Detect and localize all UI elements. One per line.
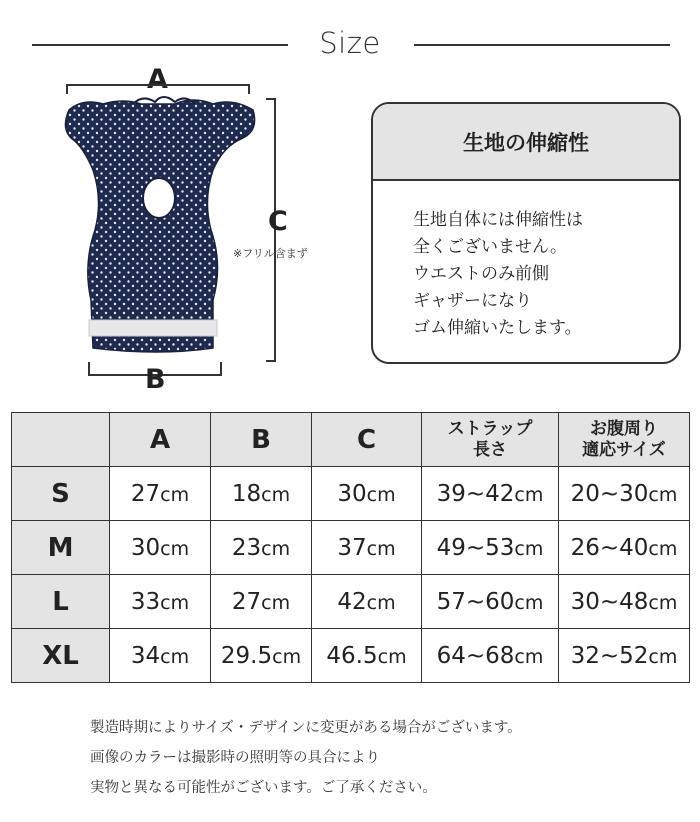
- footnote-line: 実物と異なる可能性がございます。ご了承ください。: [90, 780, 437, 796]
- unit: cm: [648, 591, 678, 614]
- fabric-stretch-line: ウエストのみ前側: [413, 264, 549, 284]
- title-rule-right: [414, 44, 670, 46]
- table-row: [12, 575, 690, 629]
- cell-strap: [422, 575, 559, 629]
- value: 27: [231, 588, 262, 615]
- size-label: S: [12, 467, 110, 521]
- value: 42: [337, 588, 367, 615]
- cell-b: [211, 467, 312, 521]
- header-strap-line2: 長さ: [473, 439, 507, 460]
- size-label: L: [12, 575, 110, 629]
- fabric-stretch-line: ギャザーになり: [413, 291, 532, 311]
- unit: cm: [272, 645, 302, 668]
- table-header-row: [12, 413, 690, 467]
- size-table: [11, 412, 690, 683]
- fabric-stretch-line: ゴム伸縮いたします。: [413, 318, 582, 338]
- unit: cm: [160, 591, 190, 614]
- cell-belly: [559, 629, 690, 683]
- unit: cm: [377, 645, 407, 668]
- unit: cm: [366, 537, 396, 560]
- cell-strap: [422, 467, 559, 521]
- header-b: B: [211, 413, 312, 467]
- unit: cm: [648, 537, 678, 560]
- cell-a: [110, 521, 211, 575]
- header-strap-length: [422, 413, 559, 467]
- fabric-stretch-line: 生地自体には伸縮性は: [413, 210, 583, 230]
- header-c: C: [312, 413, 422, 467]
- value: 30: [337, 480, 367, 507]
- unit: cm: [261, 483, 291, 506]
- cell-c: [312, 575, 422, 629]
- page-title: Size: [319, 26, 381, 60]
- size-label: XL: [12, 629, 110, 683]
- header-corner: [12, 413, 110, 467]
- unit: cm: [514, 645, 544, 668]
- value: 32~52: [570, 642, 649, 669]
- table-row: [12, 629, 690, 683]
- unit: cm: [514, 591, 544, 614]
- header-belly-line1: お腹周り: [590, 418, 658, 439]
- value: 34: [130, 642, 161, 669]
- header-belly-size: [559, 413, 690, 467]
- cell-c: [312, 629, 422, 683]
- cell-belly: [559, 467, 690, 521]
- fabric-stretch-box: [371, 102, 681, 364]
- unit: cm: [648, 645, 678, 668]
- unit: cm: [514, 483, 544, 506]
- unit: cm: [160, 645, 190, 668]
- value: 64~68: [436, 642, 515, 669]
- value: 39~42: [436, 480, 515, 507]
- unit: cm: [160, 537, 190, 560]
- value: 37: [337, 534, 367, 561]
- unit: cm: [261, 537, 291, 560]
- value: 49~53: [436, 534, 515, 561]
- cell-a: [110, 629, 211, 683]
- value: 29.5: [220, 642, 273, 669]
- header-belly-line2: 適応サイズ: [582, 439, 666, 460]
- footnote-line: 製造時期によりサイズ・デザインに変更がある場合がございます。: [90, 720, 522, 736]
- cell-b: [211, 521, 312, 575]
- footnote-line: 画像のカラーは撮影時の照明等の具合により: [90, 750, 380, 766]
- unit: cm: [648, 483, 678, 506]
- unit: cm: [366, 591, 396, 614]
- dimension-b-label: B: [145, 364, 166, 395]
- value: 26~40: [570, 534, 649, 561]
- cell-belly: [559, 575, 690, 629]
- value: 30: [130, 534, 161, 561]
- unit: cm: [366, 483, 396, 506]
- value: 23: [231, 534, 262, 561]
- cell-c: [312, 467, 422, 521]
- unit: cm: [261, 591, 291, 614]
- cell-a: [110, 575, 211, 629]
- unit: cm: [514, 537, 544, 560]
- cell-c: [312, 521, 422, 575]
- dimension-c-label: C: [268, 206, 288, 237]
- unit: cm: [160, 483, 190, 506]
- cell-a: [110, 467, 211, 521]
- table-row: [12, 521, 690, 575]
- value: 57~60: [436, 588, 515, 615]
- header-a: A: [110, 413, 211, 467]
- cell-belly: [559, 521, 690, 575]
- size-label: M: [12, 521, 110, 575]
- value: 46.5: [326, 642, 378, 669]
- value: 30~48: [570, 588, 649, 615]
- dimension-a-label: A: [147, 64, 168, 95]
- product-image: [63, 90, 263, 360]
- table-row: [12, 467, 690, 521]
- cell-b: [211, 629, 312, 683]
- fabric-stretch-text: [373, 181, 679, 342]
- cell-strap: [422, 629, 559, 683]
- cell-b: [211, 575, 312, 629]
- value: 33: [130, 588, 161, 615]
- value: 18: [231, 480, 262, 507]
- fabric-stretch-line: 全くございません。: [413, 237, 568, 257]
- cell-strap: [422, 521, 559, 575]
- value: 20~30: [570, 480, 649, 507]
- header-strap-line1: ストラップ: [447, 418, 533, 439]
- dimension-c-note: ※フリル含まず: [233, 247, 308, 260]
- value: 27: [130, 480, 161, 507]
- fabric-stretch-heading: 生地の伸縮性: [373, 104, 679, 181]
